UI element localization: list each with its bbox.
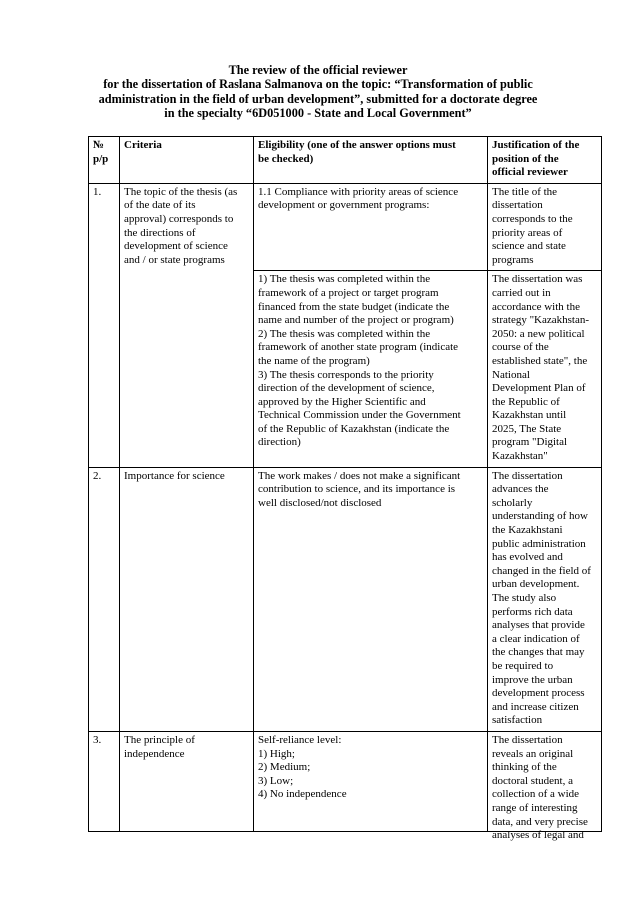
header-criteria: Criteria	[120, 137, 254, 184]
header-justification: Justification of the position of the official reviewer	[488, 137, 602, 184]
justification-cell: The title of the dissertation corresponds to the priority areas of science and state programs	[488, 183, 602, 271]
criteria-cell: The topic of the thesis (as of the date of its approval) corresponds to the directions of development of science and / or state programs	[120, 183, 254, 467]
justification-cell: The dissertation was carried out in accordance with the strategy "Kazakhstan- 2050: a new political course of the established state", the National Development Plan of the Republic of Kazakhstan until 2025, The State program "Digital Kazakhstan"	[488, 271, 602, 467]
title-line: in the specialty “6D051000 - State and Local Government”	[164, 106, 472, 121]
review-title	[60, 63, 576, 121]
table-header-row	[89, 137, 602, 184]
eligibility-cell: 1) The thesis was completed within the framework of a project or target program financed from the state budget (indicate the name and number of the project or program) 2) The thesis was completed within the framework of another state program (indicate the name of the program) 3) The thesis corresponds to the priority direction of the development of science, approved by the Higher Scientific and Technical Commission under the Government of the Republic of Kazakhstan (indicate the direction)	[254, 271, 488, 467]
criteria-cell: The principle of independence	[120, 731, 254, 831]
title-line: administration in the field of urban development”, submitted for a doctorate degree	[98, 91, 538, 106]
header-number: № p/p	[89, 137, 120, 184]
eligibility-cell: The work makes / does not make a significant contribution to science, and its importance is well disclosed/not disclosed	[254, 467, 488, 731]
review-table	[88, 136, 602, 842]
table-row	[89, 467, 602, 731]
criteria-cell: Importance for science	[120, 467, 254, 731]
row-number: 1.	[89, 183, 120, 467]
justification-cell: The dissertation reveals an original thinking of the doctoral student, a collection of a wide range of interesting data, and very precise analyses of legal and	[488, 731, 602, 831]
table-row	[89, 183, 602, 271]
row-number: 2.	[89, 467, 120, 731]
table-row	[89, 731, 602, 831]
justification-cell: The dissertation advances the scholarly understanding of how the Kazakhstani public administration has evolved and changed in the field of urban development. The study also performs rich data analyses that provide a clear indication of the changes that may be required to improve the urban development process and increase citizen satisfaction	[488, 467, 602, 731]
eligibility-cell: Self-reliance level: 1) High; 2) Medium; 3) Low; 4) No independence	[254, 731, 488, 831]
header-eligibility: Eligibility (one of the answer options must be checked)	[254, 137, 488, 184]
row-number: 3.	[89, 731, 120, 831]
eligibility-cell: 1.1 Compliance with priority areas of science development or government programs:	[254, 183, 488, 271]
title-line: The review of the official reviewer	[228, 63, 408, 77]
title-line: for the dissertation of Raslana Salmanova on the topic: “Transformation of public	[103, 77, 533, 92]
